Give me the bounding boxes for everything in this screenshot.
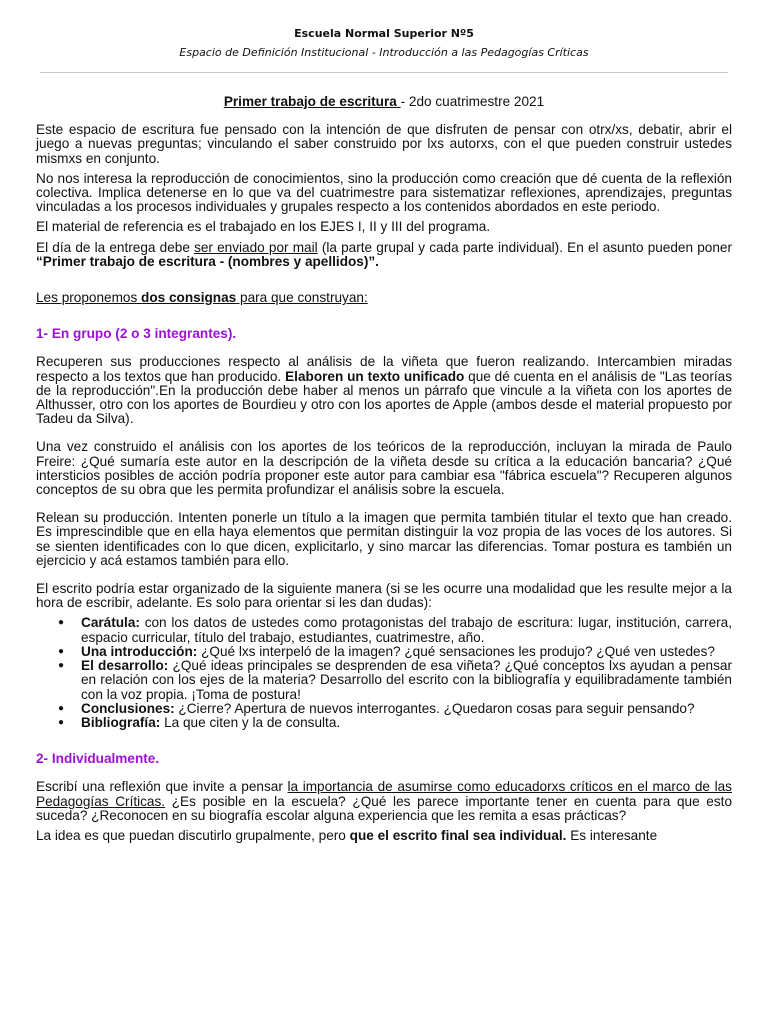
delivery-subject: “Primer trabajo de escritura - (nombres y apellidos)”.	[36, 253, 379, 269]
section-2-paragraph-1	[36, 780, 732, 823]
list-item-text: ¿Qué ideas principales se desprenden de esa viñeta? ¿Qué conceptos lxs ayudan a pensar en relación con los ejes de la materia? Desarrollo del escrito con la bibliografía y equilibradamente también con la voz propia. ¡Toma de postura!	[81, 658, 732, 702]
list-item	[81, 659, 732, 702]
section-2-heading: 2- Individualmente.	[36, 751, 160, 767]
s2p2-text-a: La idea es que puedan discutirlo grupalmente, pero	[36, 827, 350, 843]
s2p1-text-b: ¿Es posible en la escuela? ¿Qué les parece importante tener en cuenta para que esto suceda? ¿Reconocen en su biografía escolar alguna experiencia que les remita a esas prácticas?	[36, 793, 732, 823]
title-main: Primer trabajo de escritura	[223, 94, 401, 109]
page-title	[36, 95, 732, 109]
delivery-mail-text: ser enviado por mail	[194, 239, 318, 255]
consignas-text-b: para que construyan:	[236, 290, 368, 306]
list-item-text: con los datos de ustedes como protagonistas del trabajo de escritura: lugar, institución, carrera, espacio curricular, título del trabajo, estudiantes, cuatrimestre, año.	[81, 615, 732, 645]
section-1-paragraph-2: Una vez construido el análisis con los aportes de los teóricos de la reproducción, incluyan la mirada de Paulo Freire: ¿Qué sumaría este autor en la descripción de la viñeta desde su crítica a la educación bancaria? ¿Qué intersticios posibles de acción podría proponer este autor para cambiar esa "fábrica escuela"? Recuperen algunos conceptos de su obra que les permita profundizar el análisis sobre la escuela.	[36, 439, 732, 498]
list-item-text: ¿Qué lxs interpeló de la imagen? ¿qué sensaciones les produjo? ¿Qué ven ustedes?	[197, 643, 715, 659]
school-name: Escuela Normal Superior Nº5	[294, 27, 474, 40]
s2p2-bold: que el escrito final sea individual.	[349, 827, 567, 843]
structure-list	[36, 616, 732, 730]
intro-paragraph-1: Este espacio de escritura fue pensado con la intención de que disfruten de pensar con otrx/xs, debatir, abrir el juego a nuevas preguntas; vinculando el saber construido por lxs autorxs, con el que pueden construir ustedes mismxs en conjunto.	[36, 122, 732, 166]
list-item	[81, 716, 732, 730]
list-item-text: ¿Cierre? Apertura de nuevos interrogantes. ¿Quedaron cosas para seguir pensando?	[174, 700, 695, 716]
s1p1-bold: Elaboren un texto unificado	[285, 368, 465, 384]
list-item-text: La que citen y la de consulta.	[160, 714, 341, 730]
consignas-intro	[36, 291, 732, 305]
section-2-paragraph-2	[36, 829, 732, 843]
list-item	[81, 702, 732, 716]
section-1-paragraph-4: El escrito podría estar organizado de la siguiente manera (si se les ocurre una modalidad que les resulte mejor a la hora de escribir, adelante. Es solo para orientar si les dan dudas):	[36, 581, 732, 611]
list-item-term: Carátula:	[81, 615, 140, 631]
consignas-bold: dos consignas	[141, 290, 237, 306]
section-1-heading: 1- En grupo (2 o 3 integrantes).	[36, 326, 237, 342]
intro-paragraph-3: El material de referencia es el trabajado en los EJES I, II y III del programa.	[36, 219, 491, 235]
s1p1-text-a: Recuperen sus producciones respecto al análisis de la viñeta que fueron realizando. Intercambien miradas respecto a los textos que han producido.	[36, 354, 732, 384]
list-item-term: Conclusiones:	[81, 700, 175, 716]
s2p2-text-b: Es interesante	[566, 827, 658, 843]
list-item-term: Bibliografía:	[81, 714, 161, 730]
header-divider	[40, 72, 728, 73]
title-rest: - 2do cuatrimestre 2021	[400, 94, 545, 109]
section-1-paragraph-1	[36, 355, 732, 426]
delivery-text-a: El día de la entrega debe	[36, 239, 195, 255]
list-item	[81, 645, 732, 659]
document-body	[36, 95, 732, 849]
list-item	[81, 616, 732, 644]
list-item-term: El desarrollo:	[81, 658, 169, 674]
delivery-paragraph	[36, 241, 732, 269]
section-1-paragraph-3: Relean su producción. Intenten ponerle un título a la imagen que permita también titular el texto que han creado. Es imprescindible que en ella haya elementos que permitan distinguir la voz propia de las voces de los autores. Si se sienten identificades con lo que dicen, explicitarlo, y sino marcar las diferencias. Tomar postura es también un ejercicio y acá estamos también para ello.	[36, 510, 732, 568]
s2p1-underlined: la importancia de asumirse como educadorxs críticos en el marco de las Pedagogías Críticas.	[36, 779, 732, 809]
list-item-term: Una introducción:	[81, 643, 198, 659]
consignas-text-a: Les proponemos	[36, 290, 142, 306]
s2p1-text-a: Escribí una reflexión que invite a pensar	[36, 779, 288, 795]
course-subtitle: Espacio de Definición Institucional - Introducción a las Pedagogías Críticas	[179, 46, 589, 59]
s1p1-text-b: que dé cuenta en el análisis de "Las teorías de la reproducción".En la producción debe haber al menos un párrafo que vincule a la viñeta con los aportes de Althusser, otro con los aportes de Bourdieu y otro con los aportes de Apple (ambos desde el material propuesto por Tadeu da Silva).	[36, 368, 732, 427]
delivery-text-b: (la parte grupal y cada parte individual). En el asunto pueden poner	[317, 239, 732, 255]
intro-paragraph-2: No nos interesa la reproducción de conocimientos, sino la producción como creación que dé cuenta de la reflexión colectiva. Implica detenerse en lo que va del cuatrimestre para sistematizar reflexiones, aprendizajes, preguntas vinculadas a los procesos individuales y grupales respecto a los contenidos abordados en este periodo.	[36, 170, 732, 215]
